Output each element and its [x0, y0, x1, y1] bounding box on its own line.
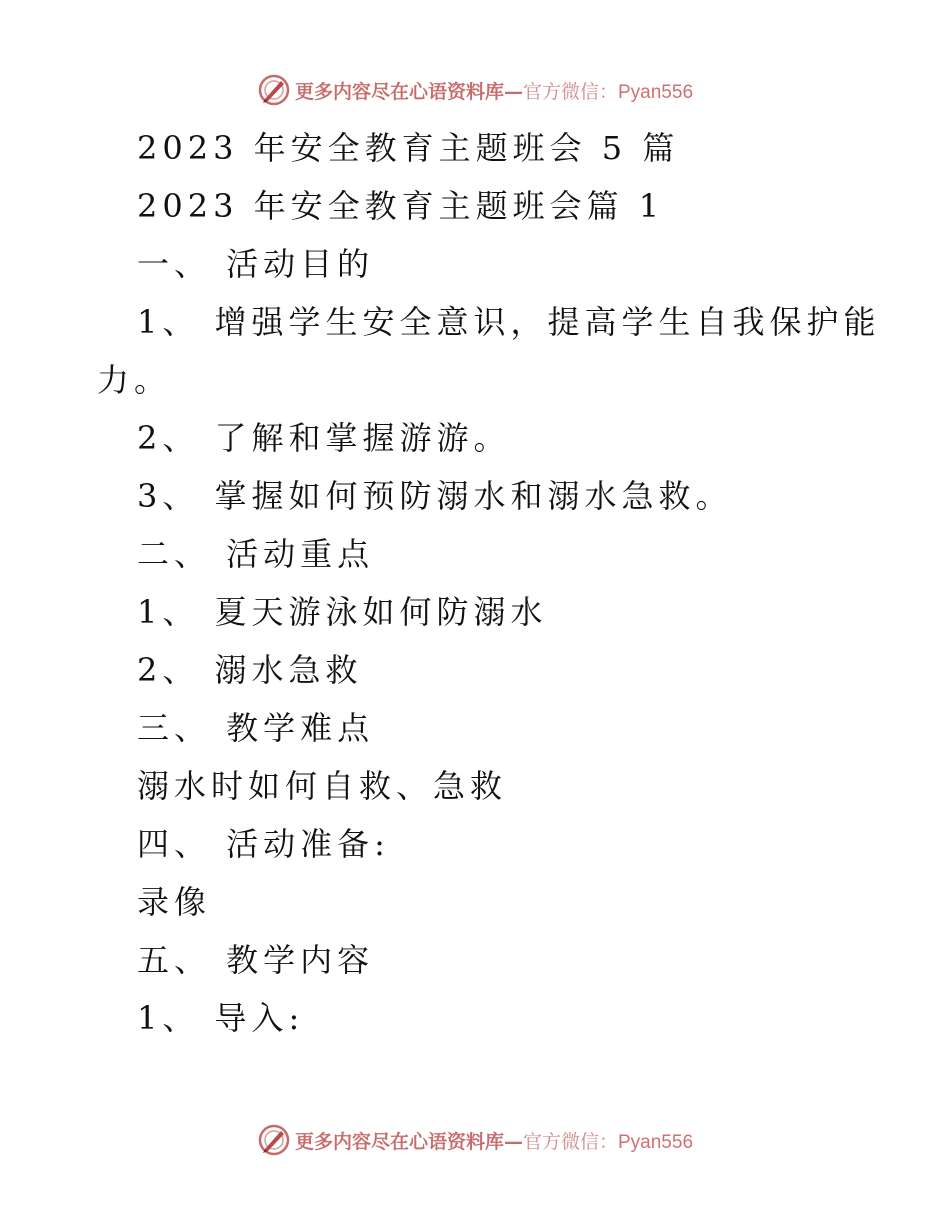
paragraph: 录像	[137, 883, 212, 921]
paragraph: 溺水时如何自救、急救	[137, 767, 508, 805]
list-item: 3、 掌握如何预防溺水和溺水急救。	[137, 477, 733, 515]
list-item: 1、 夏天游泳如何防溺水	[137, 593, 548, 631]
section-heading: 二、 活动重点	[137, 535, 375, 573]
section-heading: 四、 活动准备:	[137, 825, 390, 863]
document-title: 2023 年安全教育主题班会 5 篇	[137, 129, 680, 167]
header-banner	[0, 70, 950, 110]
list-item: 1、 导入:	[137, 999, 305, 1037]
list-item: 1、 增强学生安全意识，提高学生自我保护能	[137, 303, 881, 341]
document-subtitle: 2023 年安全教育主题班会篇 1	[137, 187, 665, 225]
pen-logo-icon	[257, 1123, 291, 1157]
section-heading: 五、 教学内容	[137, 941, 375, 979]
list-item: 2、 溺水急救	[137, 651, 363, 689]
list-item-continued: 力。	[97, 361, 172, 399]
section-heading: 一、 活动目的	[137, 245, 375, 283]
header-banner-text: 更多内容尽在心语资料库—官方微信：Pyan556	[294, 80, 694, 103]
footer-banner	[0, 1120, 950, 1160]
section-heading: 三、 教学难点	[137, 709, 375, 747]
list-item: 2、 了解和掌握游游。	[137, 419, 511, 457]
pen-logo-icon	[257, 73, 291, 107]
footer-banner-text: 更多内容尽在心语资料库—官方微信：Pyan556	[294, 1130, 694, 1153]
